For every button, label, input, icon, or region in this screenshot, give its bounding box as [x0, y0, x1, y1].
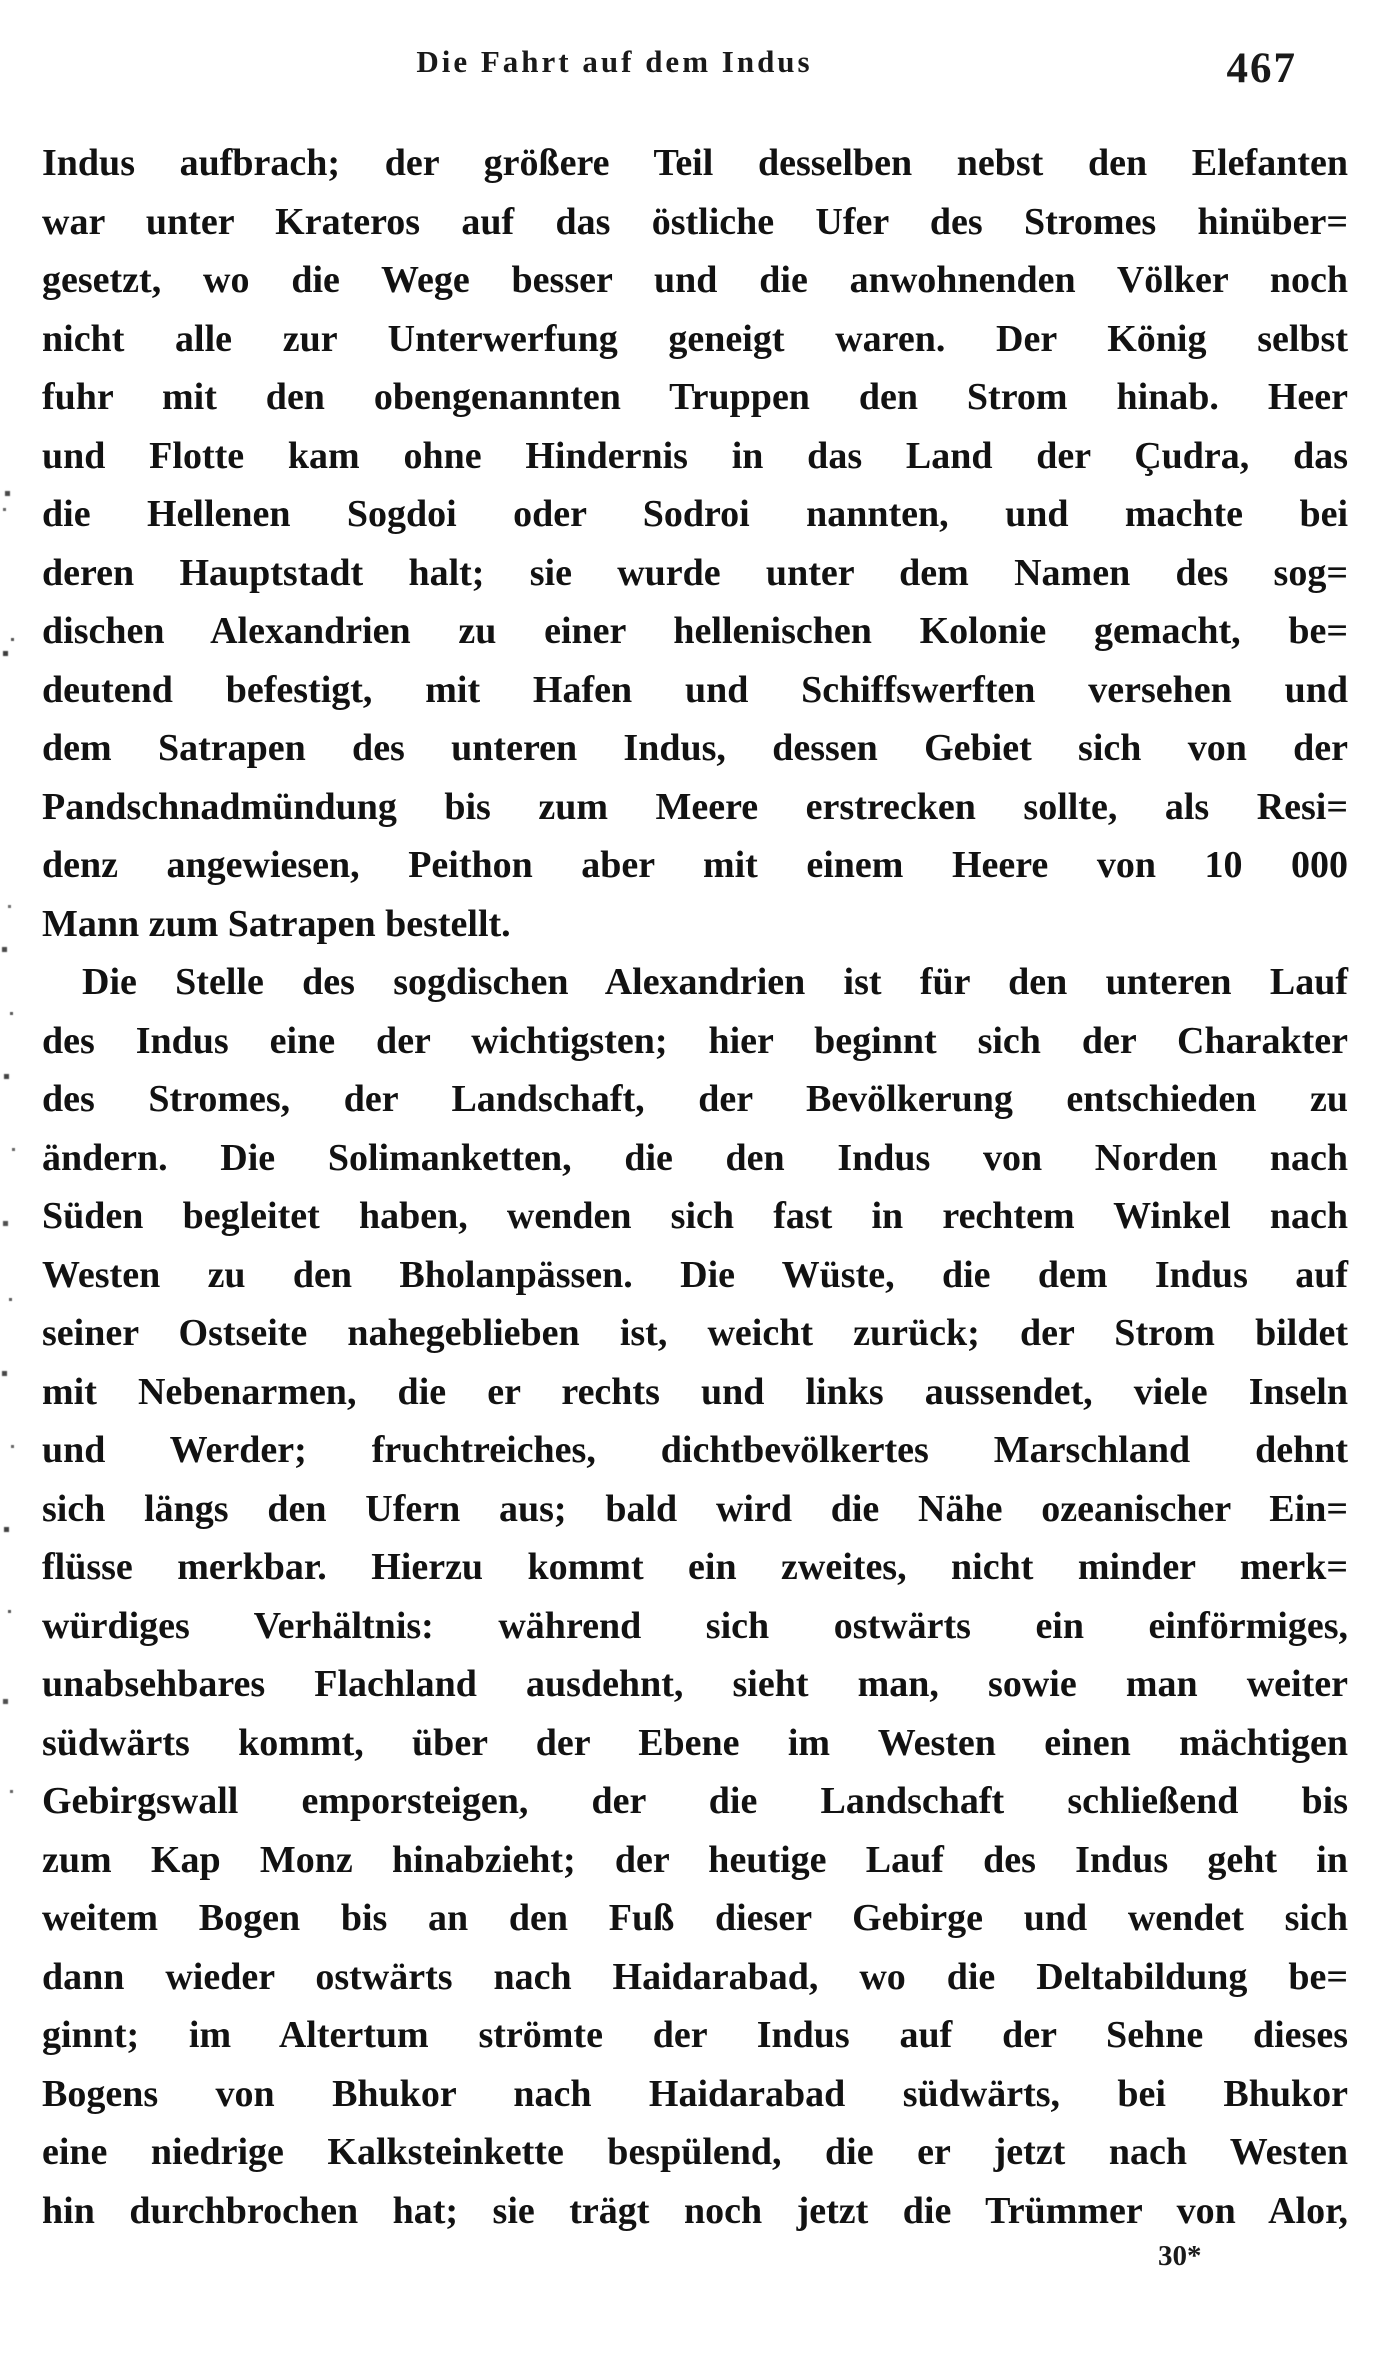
text-line: und Werder; fruchtreiches, dichtbevölkertes Marschland dehnt	[42, 1429, 1348, 1471]
text-line: Indus aufbrach; der größere Teil desselben nebst den Elefanten	[42, 142, 1348, 184]
text-line: dem Satrapen des unteren Indus, dessen Gebiet sich von der	[42, 727, 1348, 769]
text-line: die Hellenen Sogdoi oder Sodroi nannten, und machte bei	[42, 493, 1348, 535]
text-line: zum Kap Monz hinabzieht; der heutige Lauf des Indus geht in	[42, 1838, 1348, 1881]
text-line: sich längs den Ufern aus; bald wird die Nähe ozeanischer Ein=	[42, 1487, 1348, 1530]
text-line: südwärts kommt, über der Ebene im Westen einen mächtigen	[42, 1721, 1348, 1764]
text-line: Gebirgswall emporsteigen, der die Landschaft schließend bis	[42, 1780, 1348, 1822]
text-line: unabsehbares Flachland ausdehnt, sieht man, sowie man weiter	[42, 1663, 1348, 1705]
running-head	[40, 36, 1359, 106]
paragraph-2	[42, 953, 1348, 2240]
page-body	[42, 134, 1348, 2240]
text-line: Westen zu den Bholanpässen. Die Wüste, die dem Indus auf	[42, 1253, 1348, 1296]
paragraph-1	[42, 134, 1348, 953]
text-line: Pandschnadmündung bis zum Meere erstrecken sollte, als Resi=	[42, 785, 1348, 828]
text-line: mit Nebenarmen, die er rechts und links aussendet, viele Inseln	[42, 1370, 1348, 1413]
text-line: fuhr mit den obengenannten Truppen den Strom hinab. Heer	[42, 376, 1348, 418]
text-line: dischen Alexandrien zu einer hellenischen Kolonie gemacht, be=	[42, 610, 1348, 652]
text-line: Mann zum Satrapen bestellt.	[42, 902, 511, 945]
text-line: Süden begleitet haben, wenden sich fast in rechtem Winkel nach	[42, 1195, 1348, 1237]
text-line: Die Stelle des sogdischen Alexandrien ist für den unteren Lauf	[82, 961, 1348, 1003]
text-line: deren Hauptstadt halt; sie wurde unter dem Namen des sog=	[42, 551, 1348, 594]
text-line: hin durchbrochen hat; sie trägt noch jetzt die Trümmer von Alor,	[42, 2189, 1348, 2232]
text-line: ginnt; im Altertum strömte der Indus auf der Sehne dieses	[42, 2014, 1348, 2056]
text-line: flüsse merkbar. Hierzu kommt ein zweites, nicht minder merk=	[42, 1546, 1348, 1588]
text-line: und Flotte kam ohne Hindernis in das Land der Çudra, das	[42, 434, 1348, 477]
text-line: nicht alle zur Unterwerfung geneigt waren. Der König selbst	[42, 317, 1348, 360]
text-line: seiner Ostseite nahegeblieben ist, weicht zurück; der Strom bildet	[42, 1312, 1348, 1354]
text-line: denz angewiesen, Peithon aber mit einem Heere von 10 000	[42, 844, 1348, 886]
running-head-title: Die Fahrt auf dem Indus	[416, 44, 813, 79]
signature-mark: 30*	[1158, 2240, 1202, 2272]
text-line: des Indus eine der wichtigsten; hier beginnt sich der Charakter	[42, 1019, 1348, 1062]
text-line: würdiges Verhältnis: während sich ostwärts ein einförmiges,	[42, 1604, 1348, 1647]
scan-noise-specks	[2, 0, 5, 3]
page-number: 467	[1226, 45, 1297, 92]
text-line: gesetzt, wo die Wege besser und die anwohnenden Völker noch	[42, 259, 1348, 301]
text-line: dann wieder ostwärts nach Haidarabad, wo die Deltabildung be=	[42, 1955, 1348, 1998]
text-line: des Stromes, der Landschaft, der Bevölkerung entschieden zu	[42, 1078, 1348, 1120]
text-line: deutend befestigt, mit Hafen und Schiffswerften versehen und	[42, 668, 1348, 711]
text-line: war unter Krateros auf das östliche Ufer des Stromes hinüber=	[42, 200, 1348, 243]
text-line: ändern. Die Solimanketten, die den Indus von Norden nach	[42, 1136, 1348, 1179]
text-line: eine niedrige Kalksteinkette bespülend, die er jetzt nach Westen	[42, 2131, 1348, 2173]
text-line: weitem Bogen bis an den Fuß dieser Gebirge und wendet sich	[42, 1897, 1348, 1939]
text-line: Bogens von Bhukor nach Haidarabad südwärts, bei Bhukor	[42, 2072, 1348, 2115]
